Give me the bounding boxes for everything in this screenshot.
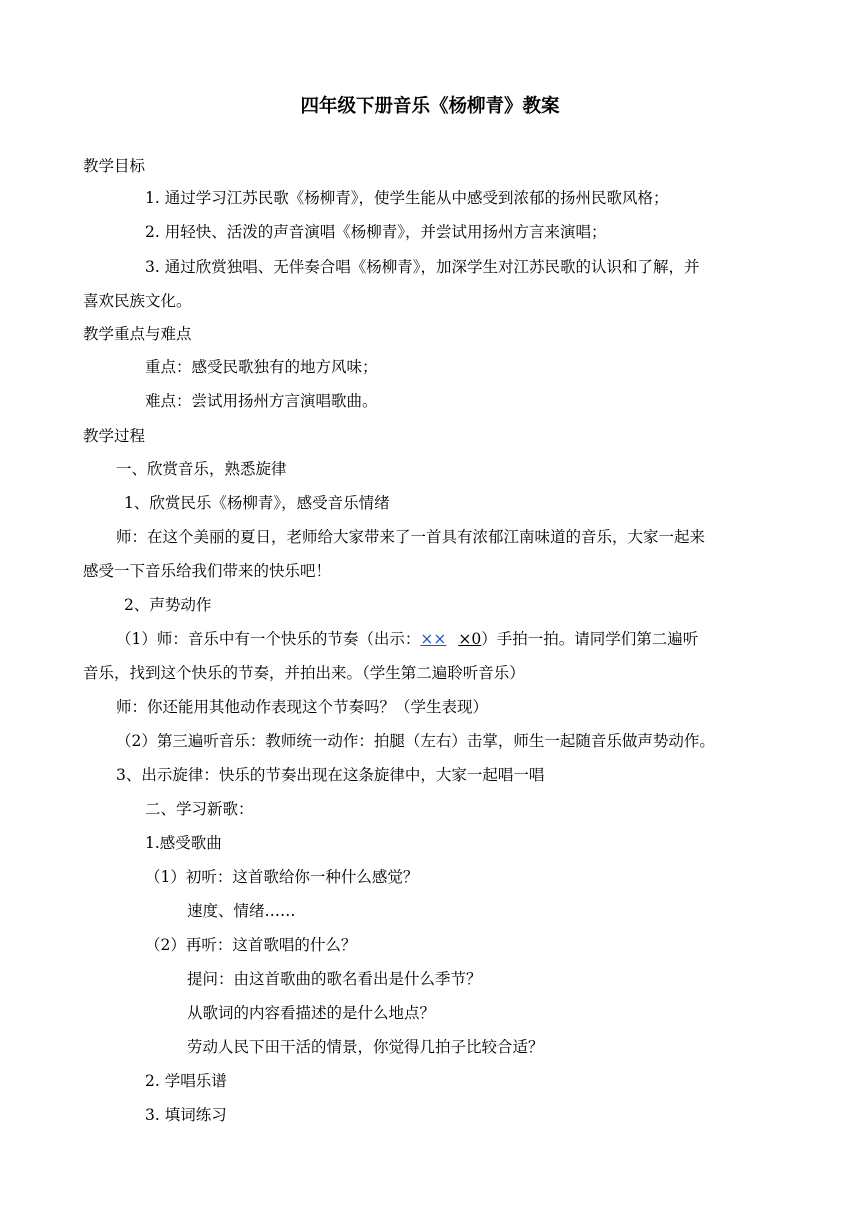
goal-1: 1. 通过学习江苏民歌《杨柳青》，使学生能从中感受到浓郁的扬州民歌风格； (145, 189, 669, 207)
section-2-1: 1.感受歌曲 (145, 834, 222, 852)
goals-heading: 教学目标 (83, 157, 146, 175)
paragraph-1a-pre: （1）师：音乐中有一个快乐的节奏（出示： (116, 630, 421, 648)
document-title: 四年级下册音乐《杨柳青》教案 (300, 96, 560, 117)
teacher-line-2: 师：你还能用其他动作表现这个节奏吗？（学生表现） (116, 698, 489, 716)
question-1-answer: 速度、情绪…… (187, 902, 296, 920)
section-1-3: 3、出示旋律：快乐的节奏出现在这条旋律中，大家一起唱一唱 (116, 766, 545, 784)
process-heading: 教学过程 (83, 427, 146, 445)
goal-3-line1: 3. 通过欣赏独唱、无伴奏合唱《杨柳青》，加深学生对江苏民歌的认识和了解，并 (145, 258, 700, 276)
paragraph-1a-post: ）手拍一拍。请同学们第二遍听 (481, 630, 699, 648)
rhythm-1: ×× (420, 630, 447, 648)
question-2b: 从歌词的内容看描述的是什么地点？ (187, 1004, 436, 1022)
section-2-3: 3. 填词练习 (145, 1106, 227, 1124)
question-2c: 劳动人民下田干活的情景，你觉得几拍子比较合适？ (187, 1038, 544, 1056)
section-1-1: 1、欣赏民乐《杨柳青》，感受音乐情绪 (124, 494, 390, 512)
section-1-2: 2、声势动作 (124, 596, 212, 614)
rhythm-2: ×0 (458, 630, 482, 648)
section-2: 二、学习新歌： (145, 800, 254, 818)
paragraph-2: （2）第三遍听音乐：教师统一动作：拍腿（左右）击掌，师生一起随音乐做声势动作。 (116, 732, 715, 750)
paragraph-1b: 音乐，找到这个快乐的节奏，并拍出来。（学生第二遍聆听音乐） (83, 664, 525, 682)
key-heading: 教学重点与难点 (83, 325, 192, 343)
key-point: 重点：感受民歌独有的地方风味； (145, 358, 378, 376)
hard-point: 难点：尝试用扬州方言演唱歌曲。 (145, 392, 378, 410)
question-1: （1）初听：这首歌给你一种什么感觉？ (145, 868, 419, 886)
section-1: 一、欣赏音乐，熟悉旋律 (116, 460, 287, 478)
paragraph-1a (116, 629, 698, 649)
teacher-line-1b: 感受一下音乐给我们带来的快乐吧！ (83, 562, 332, 580)
teacher-line-1a: 师：在这个美丽的夏日，老师给大家带来了一首具有浓郁江南味道的音乐，大家一起来 (116, 528, 706, 546)
section-2-2: 2. 学唱乐谱 (145, 1072, 227, 1090)
goal-3-line2: 喜欢民族文化。 (83, 292, 192, 310)
goal-2: 2. 用轻快、活泼的声音演唱《杨柳青》，并尝试用扬州方言来演唱； (145, 223, 607, 241)
question-2: （2）再听：这首歌唱的什么？ (145, 936, 357, 954)
question-2a: 提问：由这首歌曲的歌名看出是什么季节？ (187, 970, 482, 988)
